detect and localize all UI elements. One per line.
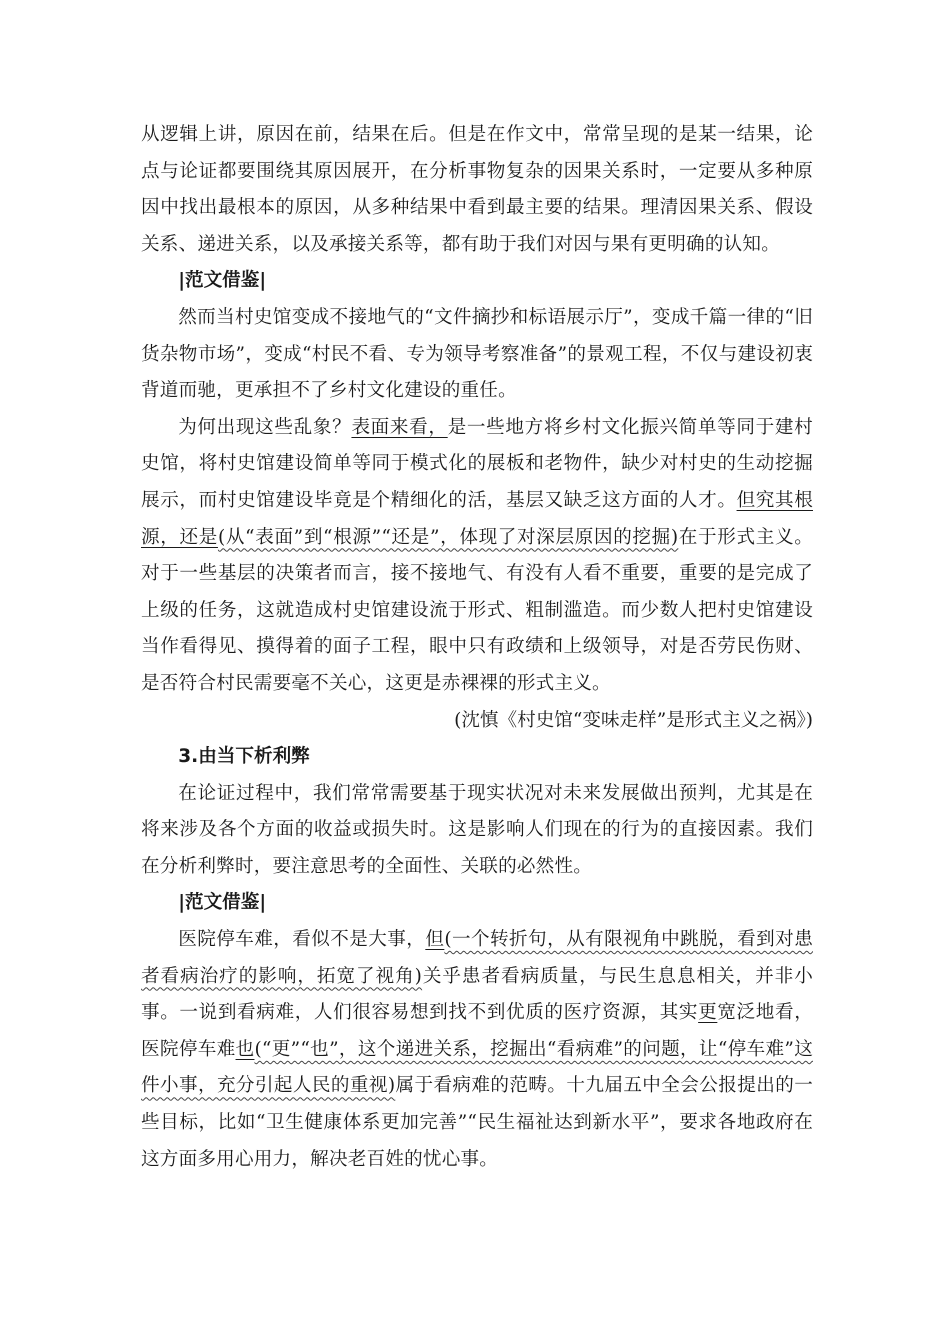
text-segment: 宽泛地看，医院停车难 xyxy=(141,1002,813,1060)
paragraph-cause-effect: 从逻辑上讲，原因在前，结果在后。但是在作文中，常常呈现的是某一结果，论点与论证都要围绕其原因展开，在分析事物复杂的因果关系时，一定要从多种原因中找出最根本的原因，从多种结果中看到最主要的结果。理清因果关系、假设关系、递进关系，以及承接关系等，都有助于我们对因与果有更明确的认知。 xyxy=(141,124,813,255)
example-paragraph-1: 然而当村史馆变成不接地气的“文件摘抄和标语展示厅”，变成千篇一律的“旧货杂物市场”，变成“村民不看、专为领导考察准备”的景观工程，不仅与建设初衷背道而驰，更承担不了乡村文化建设的重任。 xyxy=(141,306,813,402)
example-paragraph-2 xyxy=(141,410,813,703)
annotation-note: (“更”“也”，这个递进关系，挖掘出“看病难”的问题，让“停车难”这件小事，充分引起人民的重视) xyxy=(141,1038,813,1097)
section-heading-3: 3.由当下析利弊 xyxy=(178,746,310,768)
example-paragraph-3 xyxy=(141,922,813,1178)
text-segment: 是一些地方将乡村文化振兴简单等同于建村史馆，将村史馆建设简单等同于模式化的展板和老物件，缺少对村史的生动挖掘展示，而村史馆建设毕竟是个精细化的活，基层又缺乏这方面的人才。 xyxy=(141,416,813,511)
text-segment: 为何出现这些乱象？ xyxy=(178,416,352,438)
text-segment: 医院停车难，看似不是大事， xyxy=(178,929,426,951)
source-citation: (沈慎《村史馆“变味走样”是形式主义之祸》) xyxy=(454,709,813,731)
text-segment: 关乎患者看病质量，与民生息息相关，并非小事。一说到看病难，人们很容易想到找不到优质的医疗资源，其实 xyxy=(141,965,813,1024)
text-segment: 属于看病难的范畴。十九届五中全会公报提出的一些目标，比如“卫生健康体系更加完善”“民生福祉达到新水平”，要求各地政府在这方面多用心用力，解决老百姓的忧心事。 xyxy=(141,1075,813,1170)
underlined-word: 也 xyxy=(235,1038,255,1060)
section-label-example-1: |范文借鉴| xyxy=(178,270,267,292)
section-label-example-2: |范文借鉴| xyxy=(178,892,267,914)
underlined-word: 但 xyxy=(425,929,445,951)
annotation-note: (从“表面”到“根源”“还是”，体现了对深层原因的挖掘) xyxy=(217,526,679,548)
underlined-word: 更 xyxy=(698,1002,718,1024)
underlined-phrase: 表面来看， xyxy=(351,416,448,438)
paragraph-pros-cons: 在论证过程中，我们常常需要基于现实状况对未来发展做出预判，尤其是在将来涉及各个方面的收益或损失时。这是影响人们现在的行为的直接因素。我们在分析利弊时，要注意思考的全面性、关联的必然性。 xyxy=(141,782,813,877)
text-segment: 在于形式主义。对于一些基层的决策者而言，接不接地气、有没有人看不重要，重要的是完成了上级的任务，这就造成村史馆建设流于形式、粗制滥造。而少数人把村史馆建设当作看得见、摸得着的面子工程，眼中只有政绩和上级领导，对是否劳民伤财、是否符合村民需要毫不关心，这更是赤裸裸的形式主义。 xyxy=(141,526,813,694)
underlined-phrase: 但究其根源，还是 xyxy=(141,489,813,548)
document-page xyxy=(141,117,813,1178)
annotation-note: (一个转折句，从有限视角中跳脱，看到对患者看病治疗的影响，拓宽了视角) xyxy=(141,929,813,987)
